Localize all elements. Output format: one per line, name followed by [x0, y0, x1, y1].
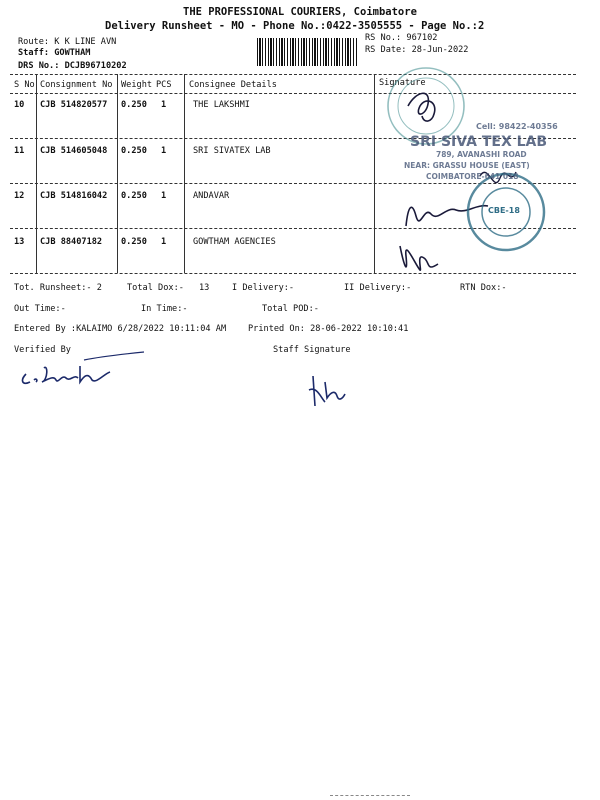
in-time: In Time:- — [141, 304, 188, 314]
total-dox-value: 13 — [199, 283, 210, 293]
verified-by-signature — [14, 350, 164, 390]
andavar-stamp-code: CBE-18 — [488, 206, 520, 215]
consignee-signature-12 — [406, 206, 488, 226]
out-time: Out Time:- — [14, 304, 66, 314]
rs-number: RS No.: 967102 — [365, 33, 438, 43]
row-consignee: THE LAKSHMI — [193, 100, 250, 110]
row-pcs: 1 — [161, 100, 167, 110]
row-consignee: ANDAVAR — [193, 191, 230, 201]
sivatex-stamp-city: COIMBATORE-641 018 — [426, 172, 519, 181]
consignee-signature-10 — [408, 93, 435, 121]
sivatex-stamp-address1: 789, AVANASHI ROAD — [436, 150, 527, 159]
printed-on: Printed On: 28-06-2022 10:10:41 — [248, 324, 409, 334]
row-consignee: SRI SIVATEX LAB — [193, 146, 271, 156]
rs-date: RS Date: 28-Jun-2022 — [365, 45, 469, 55]
column-divider — [184, 74, 185, 273]
row-consignment: CJB 514816042 — [40, 191, 108, 201]
sivatex-stamp-cell: Cell: 98422-40356 — [476, 122, 558, 131]
rtn-dox: RTN Dox:- — [460, 283, 507, 293]
scan-artifact-line — [330, 795, 410, 796]
row-consignment: CJB 514820577 — [40, 100, 108, 110]
col-header-pcs: PCS — [156, 80, 172, 90]
ii-delivery: II Delivery:- — [344, 283, 412, 293]
entered-by: Entered By :KALAIMO 6/28/2022 10:11:04 AM — [14, 324, 227, 334]
company-title: THE PROFESSIONAL COURIERS, Coimbatore — [183, 6, 417, 18]
total-runsheet: Tot. Runsheet:- 2 — [14, 283, 102, 293]
i-delivery: I Delivery:- — [232, 283, 295, 293]
row-pcs: 1 — [161, 191, 167, 201]
row-sno: 12 — [14, 191, 25, 201]
col-header-consignment: Consignment No — [40, 80, 113, 90]
col-header-signature: Signature — [379, 78, 426, 88]
staff-signature-label: Staff Signature — [273, 345, 351, 355]
staff-signature — [303, 368, 353, 418]
barcode — [257, 38, 357, 66]
staff-label: Staff: GOWTHAM — [18, 48, 91, 58]
verified-by-label: Verified By — [14, 345, 71, 355]
sivatex-stamp-address2: NEAR: GRASSU HOUSE (EAST) — [404, 161, 530, 170]
stamps-and-signatures — [376, 66, 596, 276]
row-consignment: CJB 88407182 — [40, 237, 103, 247]
row-pcs: 1 — [161, 237, 167, 247]
row-weight: 0.250 — [121, 191, 147, 201]
column-divider — [117, 74, 118, 273]
column-divider — [374, 74, 375, 273]
row-sno: 11 — [14, 146, 25, 156]
sivatex-stamp-name: SRI SIVA TEX LAB — [410, 134, 548, 150]
row-weight: 0.250 — [121, 237, 147, 247]
column-divider — [36, 74, 37, 273]
row-sno: 13 — [14, 237, 25, 247]
total-pod: Total POD:- — [262, 304, 319, 314]
round-stamp-icon — [388, 68, 464, 144]
col-header-consignee: Consignee Details — [189, 80, 277, 90]
row-weight: 0.250 — [121, 100, 147, 110]
col-header-sno: S No — [14, 80, 35, 90]
runsheet-subtitle: Delivery Runsheet - MO - Phone No.:0422-3505555 - Page No.:2 — [105, 20, 485, 32]
row-weight: 0.250 — [121, 146, 147, 156]
route-label: Route: K K LINE AVN — [18, 37, 117, 47]
drs-number: DRS No.: DCJB96710202 — [18, 61, 127, 71]
row-sno: 10 — [14, 100, 25, 110]
total-dox-label: Total Dox:- — [127, 283, 184, 293]
col-header-weight: Weight — [121, 80, 153, 90]
consignee-signature-13 — [400, 246, 438, 270]
row-consignment: CJB 514605048 — [40, 146, 108, 156]
row-pcs: 1 — [161, 146, 167, 156]
row-consignee: GOWTHAM AGENCIES — [193, 237, 276, 247]
